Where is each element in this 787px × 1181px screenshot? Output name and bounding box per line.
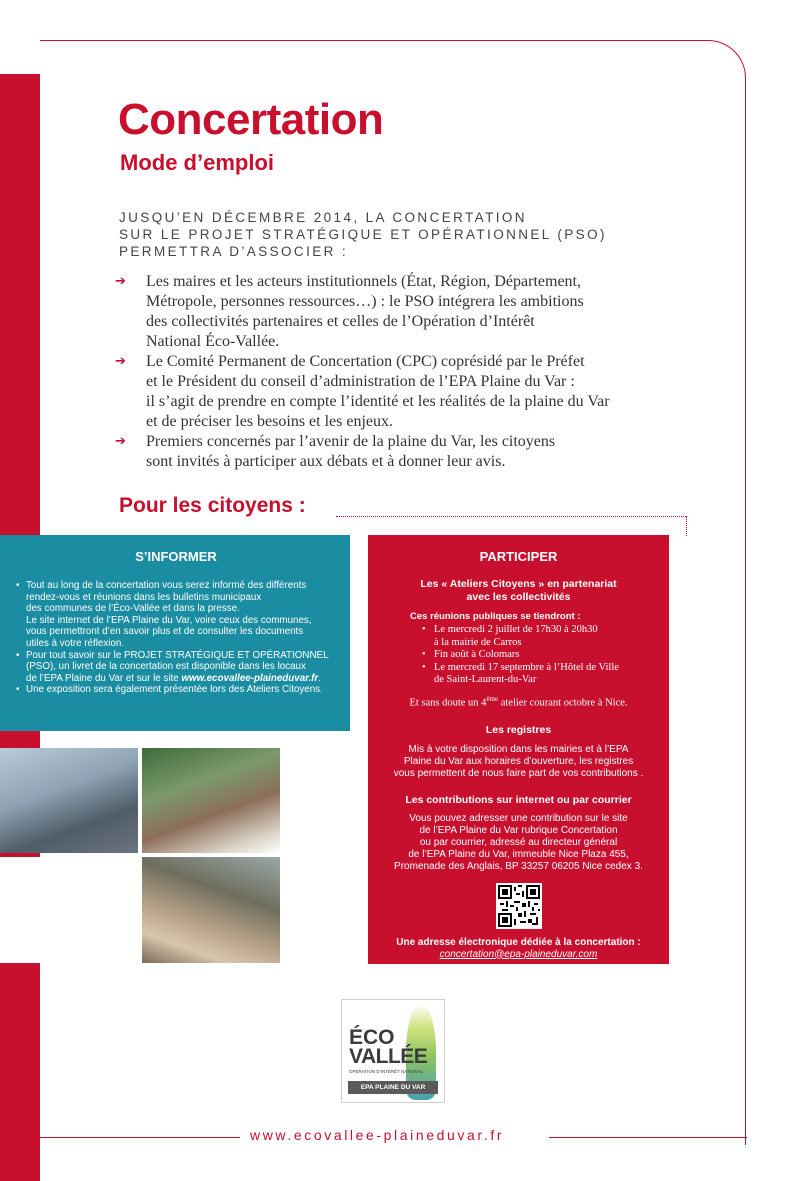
registres-text: Mis à votre disposition dans les mairies et à l’EPA Plaine du Var aux horaires d’ouverture, les registres vous permettent de nous faire part de vos contributions .	[393, 744, 644, 779]
ateliers-title: Les « Ateliers Citoyens » en partenariat avec les collectivités	[420, 578, 617, 603]
photo-meeting-room	[0, 748, 138, 853]
footer-divider-right	[549, 1137, 747, 1138]
fourth-atelier-note: Et sans doute un 4ème atelier courant octobre à Nice.	[409, 694, 628, 708]
section-divider-vertical	[686, 516, 687, 536]
list-item: • Tout au long de la concertation vous serez informé des différents rendez-vous et réunions dans les bulletins municipaux des communes de l’Éco-Vallée et dans la presse. Le site internet de l’EPA Plaine du Var, voire ceux des communes, vous permettront d’en savoir plus et de consulter les documents utiles à votre réflexion.	[16, 580, 336, 650]
list-item: • Le mercredi 17 septembre à l’Hôtel de Ville de Saint-Laurent-du-Var	[422, 662, 657, 687]
page-title: Concertation	[118, 95, 384, 144]
page-subtitle: Mode d’emploi	[120, 150, 274, 175]
registres-title: Les registres	[485, 723, 552, 736]
email-link[interactable]: concertation@epa-plaineduvar.com	[439, 948, 598, 960]
inform-panel	[0, 535, 350, 731]
intro-line: SUR LE PROJET STRATÉGIQUE ET OPÉRATIONNEL (PSO)	[119, 227, 607, 242]
meetings-intro: Ces réunions publiques se tiendront :	[410, 611, 581, 622]
photo-exhibition-visitors	[142, 748, 280, 853]
participate-panel	[368, 535, 669, 964]
intro-text	[119, 209, 679, 260]
contributions-text: Vous pouvez adresser une contribution sur le site de l’EPA Plaine du Var rubrique Concertation ou par courrier, adressé au directeur général de l’EPA Plaine du Var, immeuble Nice Plaza 455, Promenade des Anglais, BP 33257 06205 Nice cedex 3.	[394, 812, 643, 872]
bullet-item: ➔ Le Comité Permanent de Concertation (CPC) coprésidé par le Préfet et le Président du conseil d’administration de l’EPA Plaine du Var : il s’agit de prendre en compte l’identité et les réalités de la plaine du Var et de préciser les besoins et les enjeux.	[115, 353, 610, 430]
list-item: • Une exposition sera également présentée lors des Ateliers Citoyens.	[16, 684, 336, 696]
website-link[interactable]: www.ecovallee-plaineduvar.fr	[181, 672, 319, 684]
arrow-right-icon: ➔	[115, 354, 126, 369]
list-item: • Pour tout savoir sur le PROJET STRATÉGIQUE ET OPÉRATIONNEL (PSO), un livret de la concertation est disponible dans les locaux de l’EPA Plaine du Var et sur le site www.ecovallee-plaineduvar.fr.	[16, 650, 336, 685]
intro-line: JUSQU’EN DÉCEMBRE 2014, LA CONCERTATION	[119, 210, 527, 225]
section-divider	[336, 516, 686, 517]
eco-vallee-logo: ÉCO VALLÉE OPÉRATION D’INTÉRÊT NATIONAL EPA PLAINE DU VAR	[341, 999, 445, 1103]
meetings-list	[422, 624, 657, 687]
intro-line: PERMETTRA D’ASSOCIER :	[119, 244, 349, 259]
footer-url[interactable]: www.ecovallee-plaineduvar.fr	[250, 1127, 505, 1143]
section-title: Pour les citoyens :	[119, 494, 306, 517]
inform-list	[16, 580, 336, 696]
inform-title: S’INFORMER	[135, 549, 217, 564]
bullet-item: ➔ Les maires et les acteurs institutionnels (État, Région, Département, Métropole, personnes ressources…) : le PSO intégrera les ambitions des collectivités partenaires et celles de l’Opération d’Intérêt National Éco-Vallée.	[115, 273, 584, 350]
list-item: • Fin août à Colomars	[422, 649, 657, 662]
photo-workshop-tables	[142, 857, 280, 963]
qr-code-icon[interactable]	[496, 883, 542, 929]
bullet-item: ➔ Premiers concernés par l’avenir de la plaine du Var, les citoyens sont invités à participer aux débats et à donner leur avis.	[115, 433, 556, 470]
footer-divider-left	[40, 1137, 240, 1138]
arrow-right-icon: ➔	[115, 274, 126, 289]
list-item: • Le mercredi 2 juillet de 17h30 à 20h30 à la mairie de Carros	[422, 624, 657, 649]
contributions-title: Les contributions sur internet ou par courrier	[405, 794, 632, 806]
photo-blank	[0, 857, 138, 963]
arrow-right-icon: ➔	[115, 434, 126, 449]
intro-bullet-list	[115, 272, 675, 472]
email-label: Une adresse électronique dédiée à la concertation :	[396, 936, 641, 948]
participate-title: PARTICIPER	[479, 549, 558, 564]
